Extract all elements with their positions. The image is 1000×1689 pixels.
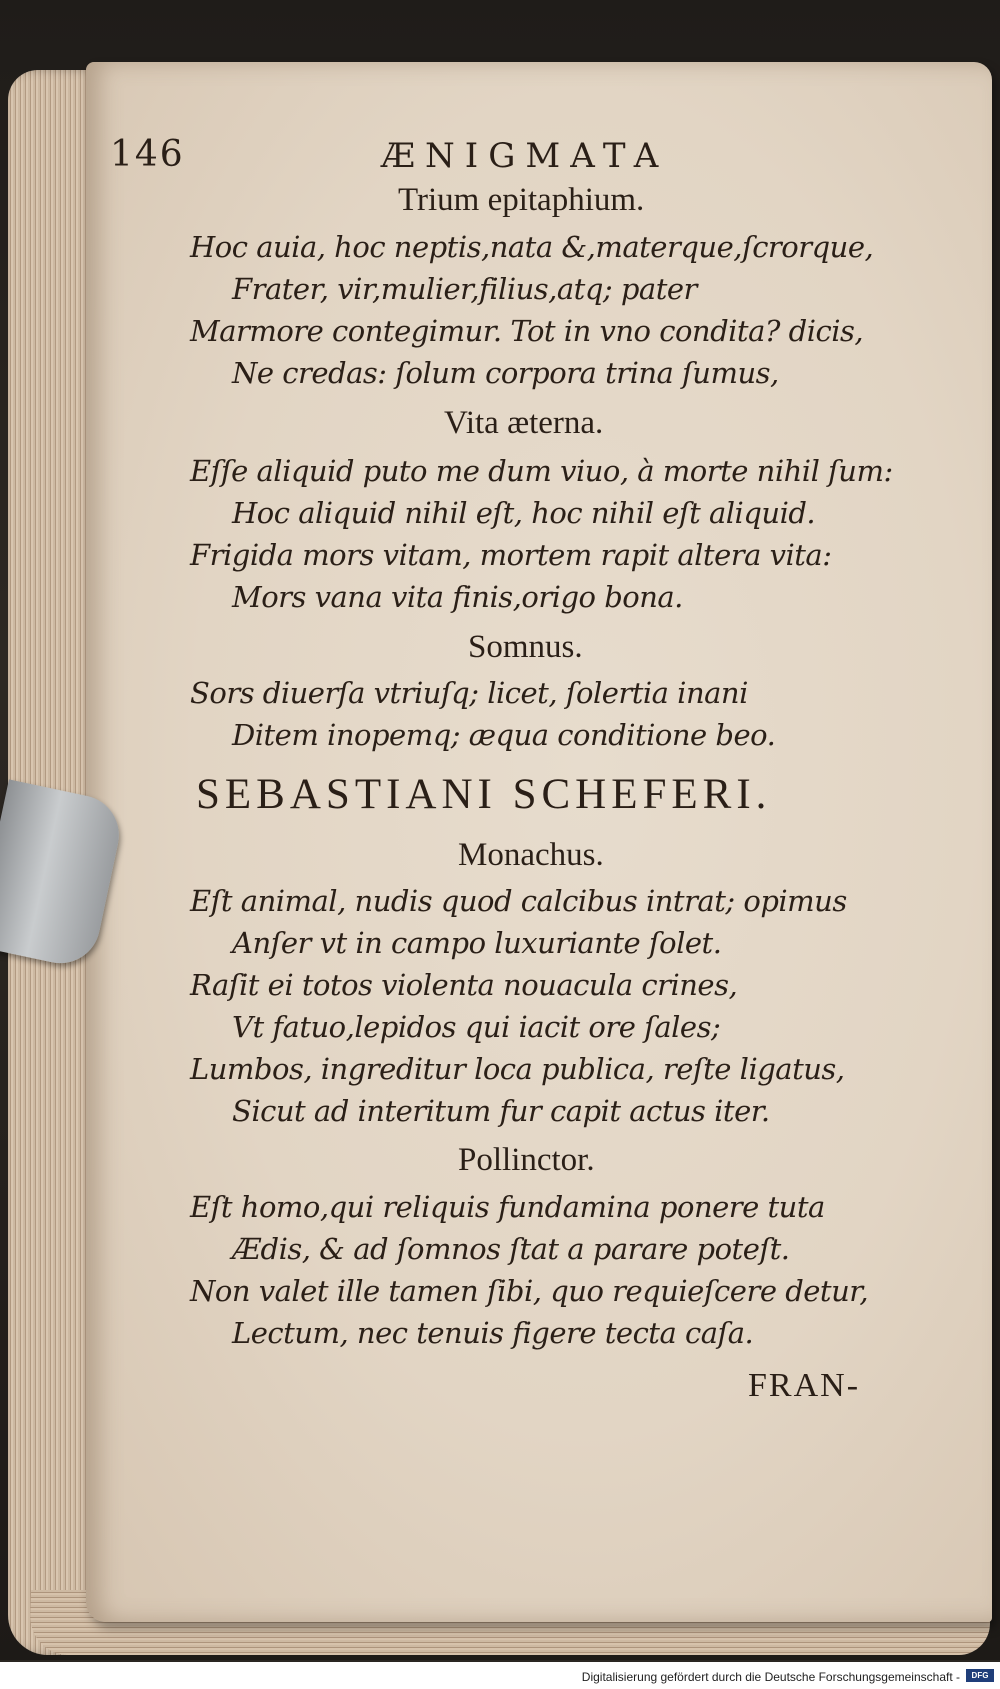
verse-line: Frater, vir,mulier,filius,atq; pater	[232, 272, 697, 306]
page-number: 146	[110, 134, 185, 175]
section-title-trium: Trium epitaphium.	[398, 182, 645, 218]
footer-credit: Digitalisierung gefördert durch die Deutsche Forschungsgemeinschaft -	[581, 1670, 960, 1684]
verse-line: Sicut ad interitum fur capit actus iter.	[232, 1094, 770, 1128]
verse-line: Ditem inopemq; æqua conditione beo.	[232, 718, 776, 752]
footer-bar	[0, 1662, 1000, 1689]
verse-line: Lectum, nec tenuis figere tecta caſa.	[232, 1316, 754, 1350]
section-title-somnus: Somnus.	[468, 629, 583, 665]
verse-line: Eſt homo,qui reliquis fundamina ponere tuta	[190, 1190, 825, 1224]
verse-line: Anſer vt in campo luxuriante ſolet.	[232, 926, 722, 960]
verse-line: Marmore contegimur. Tot in vno condita? dicis,	[190, 314, 864, 348]
verse-line: Hoc aliquid nihil eſt, hoc nihil eſt aliquid.	[232, 496, 816, 530]
dfg-logo-icon: DFG	[966, 1669, 994, 1682]
verse-line: Frigida mors vitam, mortem rapit altera vita:	[190, 538, 832, 572]
page-content	[86, 62, 992, 1622]
verse-line: Hoc auia, hoc neptis,nata &,materque,ſcrorque,	[190, 230, 874, 264]
verse-line: Eſſe aliquid puto me dum viuo, à morte nihil ſum:	[190, 454, 893, 488]
running-head: ÆNIGMATA	[381, 136, 669, 176]
section-title-monachus: Monachus.	[458, 837, 604, 873]
verse-line: Lumbos, ingreditur loca publica, reſte ligatus,	[190, 1052, 845, 1086]
verse-line: Non valet ille tamen ſibi, quo requieſcere detur,	[190, 1274, 869, 1308]
verse-line: Ne credas: ſolum corpora trina ſumus,	[232, 356, 779, 390]
verse-line: Mors vana vita finis,origo bona.	[232, 580, 683, 614]
verse-line: Raſit ei totos violenta nouacula crines,	[190, 968, 738, 1002]
section-title-pollinctor: Pollinctor.	[458, 1142, 595, 1178]
catchword: FRAN-	[748, 1367, 861, 1404]
section-title-vita: Vita æterna.	[444, 405, 604, 441]
author-heading: SEBASTIANI SCHEFERI.	[196, 771, 772, 818]
verse-line: Sors diuerſa vtriuſq; licet, ſolertia inani	[190, 676, 748, 710]
verse-line: Ædis, & ad ſomnos ſtat a parare poteſt.	[232, 1232, 790, 1266]
verse-line: Vt fatuo,lepidos qui iacit ore ſales;	[232, 1010, 721, 1044]
verse-line: Eſt animal, nudis quod calcibus intrat; opimus	[190, 884, 847, 918]
